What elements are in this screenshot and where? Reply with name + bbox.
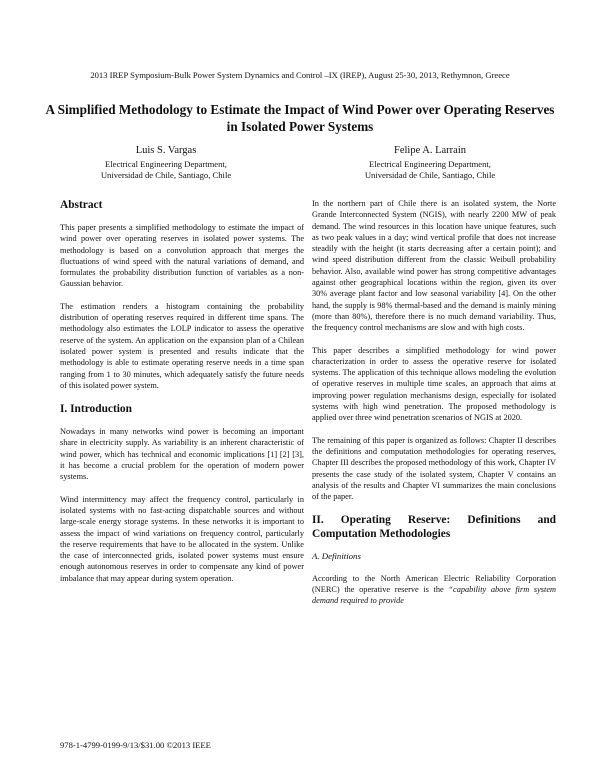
abstract-paragraph: This paper presents a simplified methodology to estimate the impact of wind power over operating reserves in isolated power systems. The methodology is based on a convolution approach that merges the fluctuations of wind speed with the natural variations of demand, and formulates the probability distribution function of variables as a non-Gaussian behavior.	[60, 223, 304, 289]
paragraph-text: According to the North American Electric Reliability Corporation (NERC) the operative reserve is the	[312, 573, 556, 595]
subsection-heading: A. Definitions	[312, 551, 361, 562]
introduction-heading: I. Introduction	[60, 403, 132, 416]
introduction-paragraph: Wind intermittency may affect the frequency control, particularly in isolated systems with no fast-acting dispatchable sources and without large-scale energy storage systems. In these networks it is important to assess the impact of wind variations on frequency control, particularly the reserve requirements that have to be allocated in the system. Unlike the case of interconnected grids, isolated power systems must ensure enough autonomous reserves in order to compensate any kind of power imbalance that may appear during system operation.	[60, 494, 304, 583]
author-name: Luis S. Vargas	[135, 145, 197, 156]
body-paragraph: This paper describes a simplified methodology for wind power characterization in order to assess the operative reserve for isolated systems. The application of this technique allows modeling the evolution of operative reserves in multiple time scales, an approach that aims at improving power regulation mechanisms design, especially for isolated systems with high wind penetration. The proposed methodology is applied over three wind penetration scenarios of NGIS at 2020.	[312, 345, 556, 423]
author-department: Electrical Engineering Department,	[105, 159, 227, 169]
author-name: Felipe A. Larrain	[393, 145, 467, 156]
body-paragraph	[312, 573, 556, 607]
paper-title: A Simplified Methodology to Estimate the Impact of Wind Power over Operating Reserves in Isolated Power Systems	[45, 102, 555, 134]
author-affiliation: Universidad de Chile, Santiago, Chile	[364, 170, 496, 180]
abstract-heading: Abstract	[60, 199, 103, 211]
quoted-definition: “capability above firm system demand required to provide	[312, 585, 556, 606]
conference-header: 2013 IREP Symposium-Bulk Power System Dynamics and Control –IX (IREP), August 25-30, 2013, Rethymnon, Greece	[90, 70, 510, 80]
abstract-paragraph: The estimation renders a histogram containing the probability distribution of operating reserves required in different time spans. The methodology also estimates the LOLP indicator to assess the operative reserve of the system. An application on the expansion plan of a Chilean isolated power system is presented and results indicate that the methodology is able to estimate operating reserve needs in a time span ranging from 1 to 30 minutes, which adequately satisfy the future needs of this isolated power system.	[60, 301, 304, 390]
right-column	[312, 198, 556, 618]
body-paragraph: In the northern part of Chile there is an isolated system, the Norte Grande Interconnected System (NGIS), with nearly 2200 MW of peak demand. The wind resources in this location have unique features, such as two peak values in a day; wind vertical profile that does not increase steadily with the height (it starts decreasing after a certain point); and wind speed distribution different from the classic Weibull probability behavior. Also, available wind power has strong competitive advantages against other geographical locations within the region, given its over 30% average plant factor and low seasonal variability [4]. On the other hand, the supply is 98% thermal-based and the demand is mainly mining (more than 80%), therefore there is no much demand variability. Thus, the frequency control mechanisms are slow and with high costs.	[312, 199, 556, 333]
author-block	[305, 145, 555, 181]
left-column	[60, 198, 304, 595]
copyright-footer: 978-1-4799-0199-9/13/$31.00 ©2013 IEEE	[60, 740, 211, 750]
introduction-paragraph: Nowadays in many networks wind power is becoming an important share in electricity supply. As variability is an inherent characteristic of wind power, which has technical and economic implications [1] [2] [3], it has become a crucial problem for the operation of modern power systems.	[60, 427, 304, 482]
author-block	[41, 145, 291, 181]
section-heading: II. Operating Reserve: Definitions and Computation Methodologies	[312, 514, 556, 541]
body-paragraph: The remaining of this paper is organized as follows: Chapter II describes the definitions and computation methodologies for operating reserves, Chapter III describes the proposed methodology of this work, Chapter IV presents the case study of the isolated system, Chapter V contains an analysis of the results and Chapter VI summarizes the main conclusions of the paper.	[312, 435, 556, 502]
author-affiliation: Universidad de Chile, Santiago, Chile	[100, 170, 232, 180]
author-department: Electrical Engineering Department,	[369, 159, 491, 169]
